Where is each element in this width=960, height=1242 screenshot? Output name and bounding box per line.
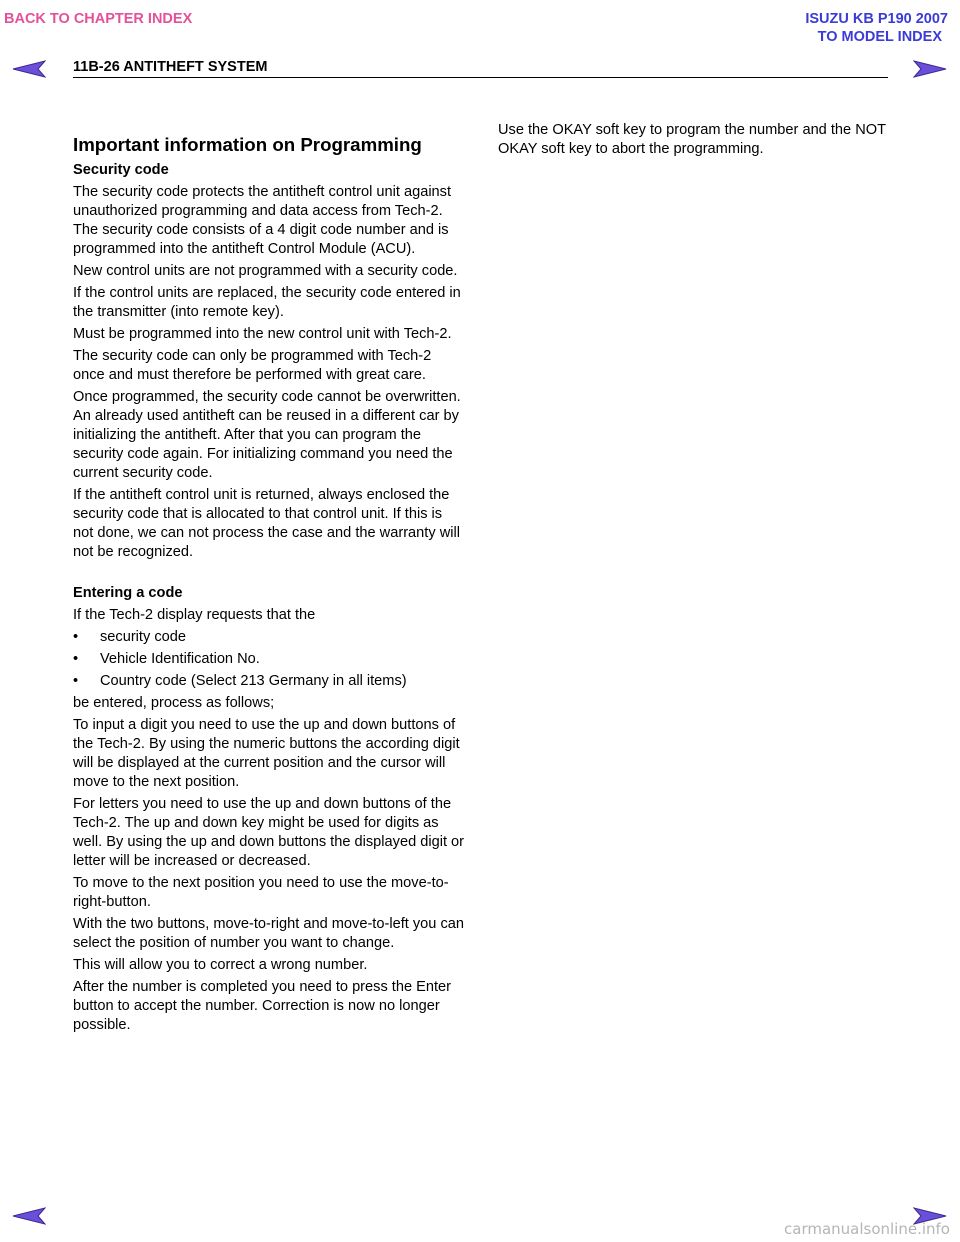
paragraph: If the antitheft control unit is returned, always enclosed the security code that is allocated to that control unit. If this is not done, we can not process the case and the warranty will not be recognized. bbox=[73, 487, 460, 560]
to-model-index-link[interactable]: TO MODEL INDEX bbox=[817, 29, 942, 45]
paragraph: be entered, process as follows; bbox=[73, 695, 275, 711]
model-title[interactable]: ISUZU KB P190 2007 bbox=[805, 11, 948, 27]
paragraph: To input a digit you need to use the up and down buttons of the Tech-2. By using the numeric buttons the according digit will be displayed at the current position and the cursor will move to the next position. bbox=[73, 717, 460, 790]
back-to-chapter-index-link[interactable]: BACK TO CHAPTER INDEX bbox=[4, 11, 193, 27]
list-item: • Vehicle Identification No. bbox=[73, 651, 260, 667]
paragraph: After the number is completed you need to press the Enter button to accept the number. Correction is now no longer possible. bbox=[73, 979, 452, 1033]
previous-page-arrow-bottom-icon[interactable] bbox=[12, 1207, 46, 1225]
bullet-icon: • bbox=[73, 673, 79, 689]
paragraph: For letters you need to use the up and down buttons of the Tech-2. The up and down key might be used for digits as well. By using the up and down buttons the displayed digit or letter will be increased or decreased. bbox=[73, 796, 465, 869]
list-item: • Country code (Select 213 Germany in all items) bbox=[73, 673, 407, 689]
paragraph: To move to the next position you need to use the move-to-right-button. bbox=[73, 875, 449, 910]
paragraph: New control units are not programmed with a security code. bbox=[73, 263, 458, 279]
paragraph: This will allow you to correct a wrong number. bbox=[73, 957, 368, 973]
paragraph: The security code protects the antitheft control unit against unauthorized programming and data access from Tech-2. The security code consists of a 4 digit code number and is programmed into the antitheft Control Module (ACU). bbox=[73, 184, 452, 257]
bullet-icon: • bbox=[73, 651, 79, 667]
left-column bbox=[73, 134, 465, 1038]
section-header-title: 11B-26 ANTITHEFT SYSTEM bbox=[73, 59, 268, 75]
paragraph: Use the OKAY soft key to program the number and the NOT OKAY soft key to abort the programming. bbox=[498, 122, 886, 157]
security-code-heading: Security code bbox=[73, 162, 169, 178]
right-column bbox=[498, 121, 890, 162]
watermark: carmanualsonline.info bbox=[784, 1220, 950, 1238]
entering-code-heading: Entering a code bbox=[73, 585, 183, 601]
header-divider bbox=[73, 77, 888, 78]
previous-page-arrow-icon[interactable] bbox=[12, 60, 46, 78]
paragraph: With the two buttons, move-to-right and move-to-left you can select the position of number you want to change. bbox=[73, 916, 464, 951]
paragraph: Must be programmed into the new control unit with Tech-2. bbox=[73, 326, 452, 342]
requested-items-list bbox=[73, 628, 465, 691]
paragraph: Once programmed, the security code cannot be overwritten. An already used antitheft can be reused in a different car by initializing the antitheft. After that you can program the security code again. For initializing command you need the current security code. bbox=[73, 389, 461, 481]
paragraph: The security code can only be programmed with Tech-2 once and must therefore be performed with great care. bbox=[73, 348, 432, 383]
list-item: • security code bbox=[73, 629, 186, 645]
main-heading: Important information on Programming bbox=[73, 134, 422, 155]
bullet-icon: • bbox=[73, 629, 79, 645]
paragraph: If the Tech-2 display requests that the bbox=[73, 607, 316, 623]
next-page-arrow-icon[interactable] bbox=[913, 60, 947, 78]
paragraph: If the control units are replaced, the security code entered in the transmitter (into remote key). bbox=[73, 285, 461, 320]
